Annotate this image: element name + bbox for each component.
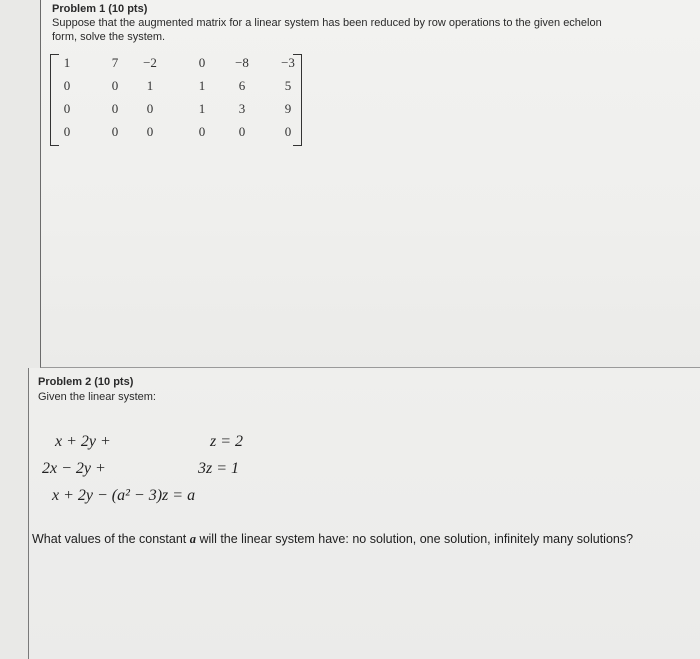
matrix-cell: 7 — [111, 55, 119, 70]
matrix-cell: 5 — [284, 78, 292, 93]
matrix-cell: 0 — [63, 78, 71, 93]
matrix-cell: 0 — [198, 124, 206, 139]
problem-2-title: Problem 2 (10 pts) — [38, 376, 134, 388]
matrix-cell: 0 — [284, 124, 292, 139]
problem-1-statement-line-1: Suppose that the augmented matrix for a linear system has been reduced by row operations to the given echelon — [52, 17, 602, 29]
problem-2-question: What values of the constant a will the linear system have: no solution, one solution, infinitely many solutions? — [32, 532, 634, 546]
problem-2-intro: Given the linear system: — [38, 391, 156, 403]
equation-2-right: 3z = 1 — [198, 460, 240, 477]
matrix-cell: 0 — [63, 124, 71, 139]
equation-1-right: z = 2 — [210, 433, 244, 450]
equation-1-left: x + 2y + — [55, 433, 111, 450]
augmented-matrix — [50, 52, 302, 146]
matrix-cell: 0 — [63, 101, 71, 116]
matrix-cell: 0 — [111, 124, 119, 139]
problem-2-box — [28, 368, 700, 659]
problem-1-title: Problem 1 (10 pts) — [52, 3, 148, 15]
matrix-cell: 3 — [238, 101, 246, 116]
matrix-cell: 1 — [63, 55, 71, 70]
matrix-cell: 1 — [198, 101, 206, 116]
equation-2-left: 2x − 2y + — [42, 460, 106, 477]
matrix-cell: 0 — [111, 101, 119, 116]
matrix-cell: −8 — [235, 55, 249, 70]
matrix-cell: 0 — [238, 124, 246, 139]
problem-1-statement-line-2: form, solve the system. — [52, 31, 166, 43]
matrix-cell: 0 — [146, 124, 154, 139]
matrix-cell: 9 — [284, 101, 292, 116]
matrix-cell: 1 — [198, 78, 206, 93]
matrix-cell: 1 — [146, 78, 154, 93]
equation-3: x + 2y − (a² − 3)z = a — [52, 487, 196, 504]
matrix-cell: 0 — [111, 78, 119, 93]
matrix-cell: −2 — [143, 55, 157, 70]
matrix-cell: 0 — [146, 101, 154, 116]
matrix-cell: −3 — [281, 55, 295, 70]
matrix-cell: 0 — [198, 55, 206, 70]
matrix-cell: 6 — [238, 78, 246, 93]
